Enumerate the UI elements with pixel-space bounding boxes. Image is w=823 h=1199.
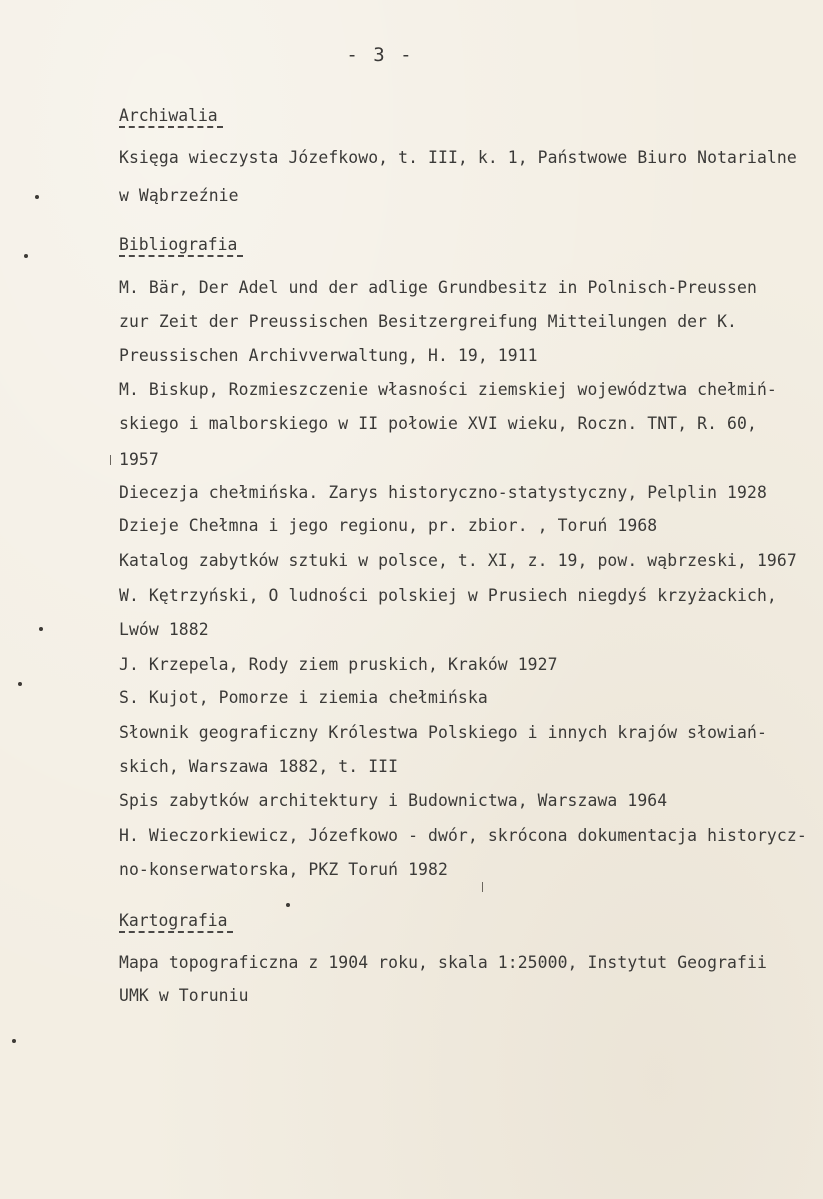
kartografia-line: UMK w Toruniu <box>119 986 249 1005</box>
bibliography-entry-line: M. Biskup, Rozmieszczenie własności ziemskiej województwa chełmiń- <box>119 380 777 399</box>
bibliography-entry-line: no-konserwatorska, PKZ Toruń 1982 <box>119 860 448 879</box>
archiwalia-line: w Wąbrzeźnie <box>119 186 239 205</box>
paper-mark <box>482 882 483 892</box>
bibliography-entry-line: Katalog zabytków sztuki w polsce, t. XI, z. 19, pow. wąbrzeski, 1967 <box>119 551 797 570</box>
bibliography-entry-line: Diecezja chełmińska. Zarys historyczno-statystyczny, Pelplin 1928 <box>119 483 767 502</box>
bibliography-entry-line: H. Wieczorkiewicz, Józefkowo - dwór, skrócona dokumentacja historycz- <box>119 826 807 845</box>
bibliography-entry-line: skiego i malborskiego w II połowie XVI wieku, Roczn. TNT, R. 60, <box>119 414 757 433</box>
bibliography-entry-line: 1957 <box>119 450 159 469</box>
bibliography-entry-line: Słownik geograficzny Królestwa Polskiego i innych krajów słowiań- <box>119 723 767 742</box>
heading-underline <box>119 126 223 128</box>
heading-underline <box>119 255 243 257</box>
bibliography-entry-line: skich, Warszawa 1882, t. III <box>119 757 399 776</box>
paper-mark <box>110 455 111 465</box>
bibliography-entry-line: Spis zabytków architektury i Budownictwa, Warszawa 1964 <box>119 791 668 810</box>
section-heading-archiwalia <box>119 106 218 128</box>
section-heading-bibliografia <box>119 235 237 257</box>
bibliography-entry-line: J. Krzepela, Rody ziem pruskich, Kraków 1927 <box>119 655 558 674</box>
bibliography-entry-line: M. Bär, Der Adel und der adlige Grundbesitz in Polnisch-Preussen <box>119 278 757 297</box>
bibliography-entry-line: Lwów 1882 <box>119 620 209 639</box>
bibliography-entry-line: zur Zeit der Preussischen Besitzergreifung Mitteilungen der K. <box>119 312 738 331</box>
bibliography-entry-line: W. Kętrzyński, O ludności polskiej w Prusiech niegdyś krzyżackich, <box>119 586 777 605</box>
paper-speck <box>18 682 22 686</box>
paper-speck <box>12 1039 16 1043</box>
paper-speck <box>24 254 28 258</box>
kartografia-line: Mapa topograficzna z 1904 roku, skala 1:25000, Instytut Geografii <box>119 953 767 972</box>
heading-text: Bibliografia <box>119 235 238 254</box>
page-number: - 3 - <box>346 44 414 66</box>
bibliography-entry-line: Preussischen Archivverwaltung, H. 19, 1911 <box>119 346 538 365</box>
paper-speck <box>39 627 43 631</box>
bibliography-entry-line: Dzieje Chełmna i jego regionu, pr. zbior. , Toruń 1968 <box>119 516 658 535</box>
section-heading-kartografia <box>119 911 228 933</box>
heading-text: Archiwalia <box>119 106 218 125</box>
paper-speck <box>35 195 39 199</box>
heading-underline <box>119 931 233 933</box>
paper-speck <box>286 903 290 907</box>
heading-text: Kartografia <box>119 911 228 930</box>
bibliography-entry-line: S. Kujot, Pomorze i ziemia chełmińska <box>119 688 488 707</box>
archiwalia-line: Księga wieczysta Józefkowo, t. III, k. 1, Państwowe Biuro Notarialne <box>119 148 797 167</box>
